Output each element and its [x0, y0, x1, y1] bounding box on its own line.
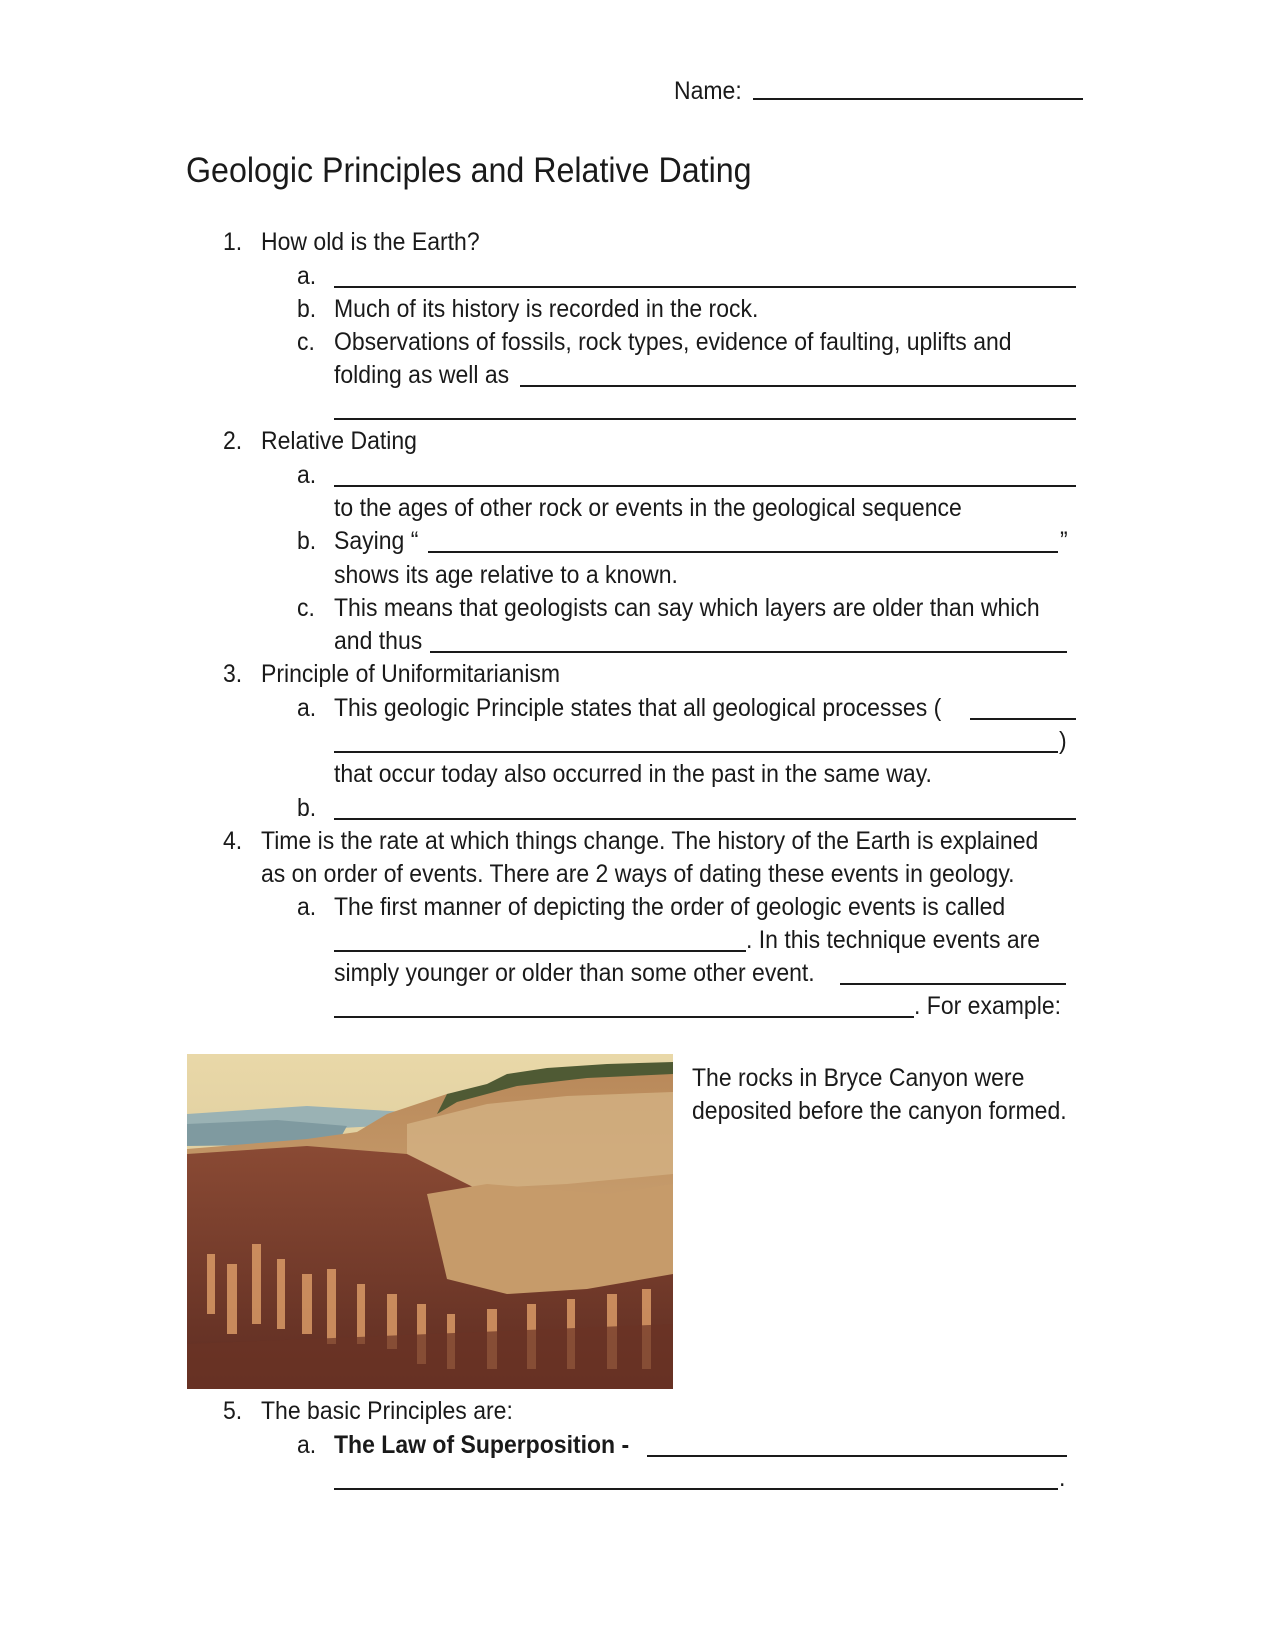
q2b-close-quote: ”	[1060, 527, 1068, 555]
q4-number: 4.	[223, 827, 243, 855]
q5a-law-of-superposition: The Law of Superposition -	[334, 1431, 630, 1459]
q5a-blank-1[interactable]	[647, 1455, 1067, 1457]
q1b-text: Much of its history is recorded in the rock.	[334, 295, 759, 323]
q5a-label: a.	[297, 1431, 317, 1459]
q1a-label: a.	[297, 262, 317, 290]
q3b-label: b.	[297, 794, 317, 822]
q3-number: 3.	[223, 660, 243, 688]
q1-text: How old is the Earth?	[261, 228, 480, 256]
q2-text: Relative Dating	[261, 427, 417, 455]
caption-line1: The rocks in Bryce Canyon were	[692, 1064, 1025, 1092]
q5a-blank-2[interactable]	[334, 1488, 1058, 1490]
page-title: Geologic Principles and Relative Dating	[186, 151, 752, 190]
q3a-close-paren: )	[1059, 727, 1067, 755]
q1a-blank[interactable]	[334, 286, 1076, 288]
q3a-blank-2[interactable]	[334, 751, 1058, 753]
bryce-canyon-photo	[187, 1054, 673, 1389]
q1c-label: c.	[297, 328, 315, 356]
q4a-line4: . For example:	[914, 992, 1061, 1020]
q3a-line1: This geologic Principle states that all geological processes (	[334, 694, 942, 722]
q1c-blank-1[interactable]	[520, 385, 1076, 387]
q2b-label: b.	[297, 527, 317, 555]
q2c-blank[interactable]	[430, 651, 1067, 653]
q4a-line2: . In this technique events are	[746, 926, 1041, 954]
q1c-blank-2[interactable]	[334, 418, 1076, 420]
q3a-line3: that occur today also occurred in the past in the same way.	[334, 760, 932, 788]
caption-line2: deposited before the canyon formed.	[692, 1097, 1067, 1125]
q5-text: The basic Principles are:	[261, 1397, 513, 1425]
q3-text: Principle of Uniformitarianism	[261, 660, 561, 688]
q2c-line1: This means that geologists can say which layers are older than which	[334, 594, 1040, 622]
q1c-line1: Observations of fossils, rock types, evidence of faulting, uplifts and	[334, 328, 1012, 356]
q4a-label: a.	[297, 893, 317, 921]
q4a-line3: simply younger or older than some other event.	[334, 959, 815, 987]
q5-number: 5.	[223, 1397, 243, 1425]
q4-line2: as on order of events. There are 2 ways of dating these events in geology.	[261, 860, 1015, 888]
q2a-label: a.	[297, 461, 317, 489]
q4a-blank-1[interactable]	[334, 950, 746, 952]
q3b-blank[interactable]	[334, 818, 1076, 820]
q2c-label: c.	[297, 594, 315, 622]
q5a-period: .	[1059, 1464, 1066, 1492]
q3a-blank-1[interactable]	[970, 718, 1076, 720]
q2-number: 2.	[223, 427, 243, 455]
q4a-blank-3[interactable]	[334, 1016, 914, 1018]
name-blank[interactable]	[753, 98, 1083, 100]
q1-number: 1.	[223, 228, 243, 256]
q2c-line2: and thus	[334, 627, 423, 655]
q2b-blank[interactable]	[428, 551, 1058, 553]
q4a-blank-2[interactable]	[840, 983, 1066, 985]
q2b-line2: shows its age relative to a known.	[334, 561, 678, 589]
q2a-blank[interactable]	[334, 485, 1076, 487]
q4a-line1: The first manner of depicting the order of geologic events is called	[334, 893, 1006, 921]
q2a-line2: to the ages of other rock or events in the geological sequence	[334, 494, 962, 522]
q2b-saying: Saying “	[334, 527, 419, 555]
q1b-label: b.	[297, 295, 317, 323]
q4-line1: Time is the rate at which things change. The history of the Earth is explained	[261, 827, 1039, 855]
q3a-label: a.	[297, 694, 317, 722]
q1c-line2: folding as well as	[334, 361, 510, 389]
name-label: Name:	[674, 77, 742, 105]
